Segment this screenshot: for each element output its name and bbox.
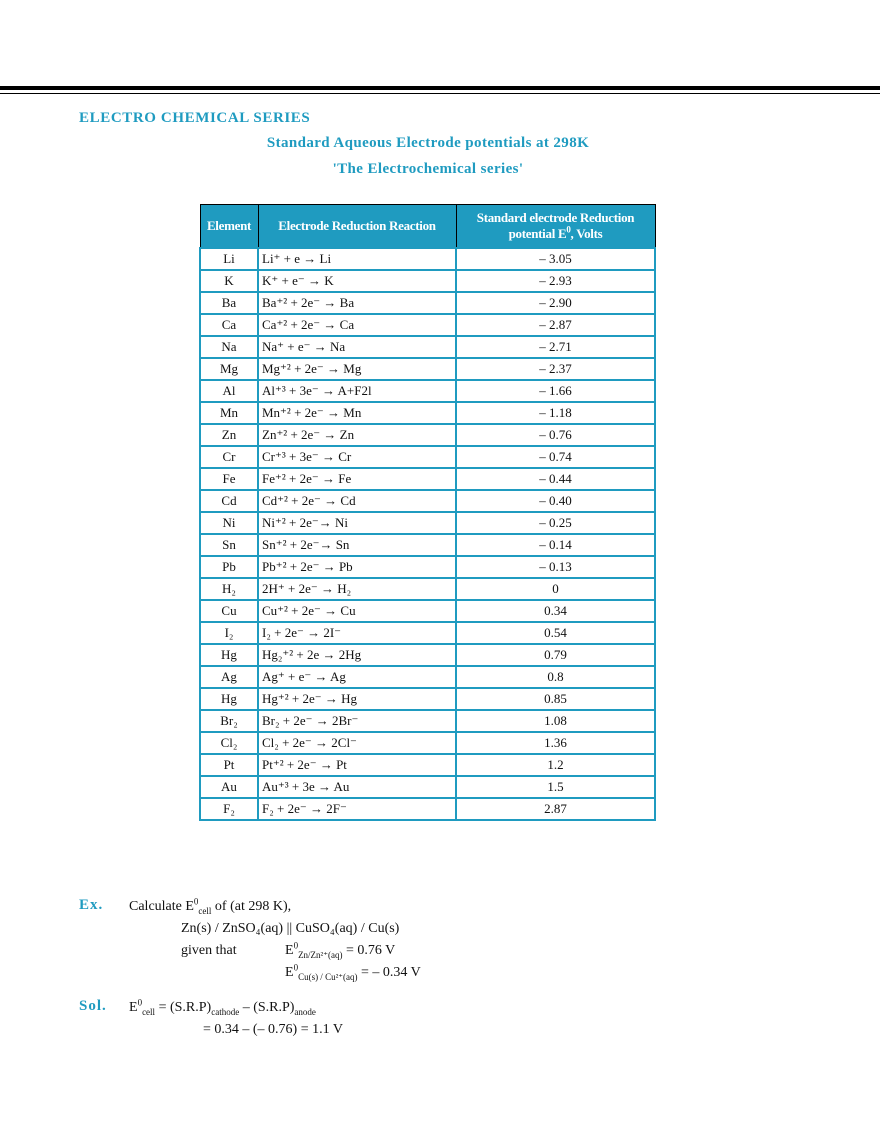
cell-element: I₂: [200, 622, 258, 644]
table-row: [200, 270, 655, 292]
cell-reaction: Cu⁺² + 2e⁻ → Cu: [258, 600, 456, 622]
header-potential-text: potential E: [508, 226, 567, 241]
cell-element: Cr: [200, 446, 258, 468]
solution-formula: [129, 997, 316, 1017]
table-row: [200, 666, 655, 688]
table-row: [200, 578, 655, 600]
cell-element: Na: [200, 336, 258, 358]
cell-reaction: Zn⁺² + 2e⁻ → Zn: [258, 424, 456, 446]
solution-label: Sol.: [79, 998, 107, 1014]
solution-anode: anode: [294, 1006, 316, 1017]
cell-potential: – 3.05: [456, 248, 655, 270]
solution-cathode: cathode: [211, 1006, 240, 1017]
cell-element: Mg: [200, 358, 258, 380]
electrochemical-series-table: [199, 204, 656, 821]
cell-potential: 0.34: [456, 600, 655, 622]
table-subtitle: Standard Aqueous Electrode potentials at 298K: [266, 135, 590, 151]
given-cu-sup: 0: [293, 962, 299, 973]
table-row: [200, 732, 655, 754]
cell-potential: – 0.13: [456, 556, 655, 578]
solution-srp2: – (S.R.P): [239, 1000, 295, 1015]
table-body: [200, 248, 655, 820]
given-cu-e: E: [285, 965, 294, 980]
cell-reaction: Na⁺ + e⁻ → Na: [258, 336, 456, 358]
table-row: [200, 468, 655, 490]
cell-potential: 1.36: [456, 732, 655, 754]
cell-potential: – 0.76: [456, 424, 655, 446]
cell-potential: 0.54: [456, 622, 655, 644]
header-potential-unit: , Volts: [570, 226, 603, 241]
cell-reaction: Cd⁺² + 2e⁻ → Cd: [258, 490, 456, 512]
header-potential-line1: Standard electrode Reduction: [476, 210, 635, 225]
cell-reaction: F₂ + 2e⁻ → 2F⁻: [258, 798, 456, 820]
given-zn: [285, 940, 396, 960]
cell-potential: 0.85: [456, 688, 655, 710]
cell-reaction: Ni⁺² + 2e⁻→ Ni: [258, 512, 456, 534]
cell-element: Ca: [200, 314, 258, 336]
table-row: [200, 292, 655, 314]
cell-potential: 0.8: [456, 666, 655, 688]
cell-potential: – 0.40: [456, 490, 655, 512]
solution-srp: = (S.R.P): [155, 1000, 212, 1015]
cell-element: Hg: [200, 688, 258, 710]
cell-potential: – 1.66: [456, 380, 655, 402]
cell-reaction: Br₂ + 2e⁻ → 2Br⁻: [258, 710, 456, 732]
top-rule-thick: [0, 86, 880, 90]
solution-sub: cell: [142, 1006, 156, 1017]
given-cu-value: = – 0.34 V: [357, 965, 421, 980]
cell-element: Fe: [200, 468, 258, 490]
cell-potential: – 2.87: [456, 314, 655, 336]
cell-element: Cd: [200, 490, 258, 512]
cell-reaction: I₂ + 2e⁻ → 2I⁻: [258, 622, 456, 644]
cell-reaction: K⁺ + e⁻ → K: [258, 270, 456, 292]
table-row: [200, 622, 655, 644]
table-row: [200, 402, 655, 424]
example-cell: Zn(s) / ZnSO₄(aq) || CuSO₄(aq) / Cu(s): [181, 921, 400, 936]
cell-reaction: Ag⁺ + e⁻ → Ag: [258, 666, 456, 688]
example-sub: cell: [198, 905, 212, 916]
cell-reaction: Ca⁺² + 2e⁻ → Ca: [258, 314, 456, 336]
header-reaction: Electrode Reduction Reaction: [258, 205, 456, 249]
cell-reaction: Cl₂ + 2e⁻ → 2Cl⁻: [258, 732, 456, 754]
cell-element: Zn: [200, 424, 258, 446]
header-potential-line2: [461, 226, 651, 242]
cell-reaction: Mn⁺² + 2e⁻ → Mn: [258, 402, 456, 424]
table-row: [200, 600, 655, 622]
header-potential-sup: 0: [566, 224, 571, 235]
table-row: [200, 798, 655, 820]
table-row: [200, 358, 655, 380]
cell-potential: – 2.71: [456, 336, 655, 358]
top-rule-thin: [0, 93, 880, 94]
cell-element: Pt: [200, 754, 258, 776]
header-potential: [456, 205, 655, 249]
cell-reaction: Au⁺³ + 3e → Au: [258, 776, 456, 798]
cell-potential: – 0.44: [456, 468, 655, 490]
cell-element: H₂: [200, 578, 258, 600]
cell-reaction: Hg⁺² + 2e⁻ → Hg: [258, 688, 456, 710]
given-label: given that: [181, 943, 237, 958]
table-row: [200, 248, 655, 270]
table-row: [200, 534, 655, 556]
cell-element: Pb: [200, 556, 258, 578]
solution-result: = 0.34 – (– 0.76) = 1.1 V: [203, 1022, 343, 1037]
cell-reaction: Fe⁺² + 2e⁻ → Fe: [258, 468, 456, 490]
cell-potential: 1.5: [456, 776, 655, 798]
table-row: [200, 776, 655, 798]
cell-potential: – 2.93: [456, 270, 655, 292]
cell-element: Li: [200, 248, 258, 270]
cell-element: Au: [200, 776, 258, 798]
cell-element: F₂: [200, 798, 258, 820]
table-header-row: [200, 205, 655, 249]
cell-element: Ni: [200, 512, 258, 534]
cell-element: K: [200, 270, 258, 292]
cell-reaction: Pt⁺² + 2e⁻ → Pt: [258, 754, 456, 776]
table-row: [200, 446, 655, 468]
cell-element: Ba: [200, 292, 258, 314]
cell-element: Ag: [200, 666, 258, 688]
table-row: [200, 556, 655, 578]
table-row: [200, 754, 655, 776]
cell-potential: 2.87: [456, 798, 655, 820]
cell-reaction: Al⁺³ + 3e⁻ → A+F2l: [258, 380, 456, 402]
cell-element: Sn: [200, 534, 258, 556]
example-label: Ex.: [79, 897, 104, 913]
cell-reaction: Pb⁺² + 2e⁻ → Pb: [258, 556, 456, 578]
cell-potential: 0: [456, 578, 655, 600]
cell-element: Br₂: [200, 710, 258, 732]
header-element: Element: [200, 205, 258, 249]
table-row: [200, 424, 655, 446]
cell-reaction: Cr⁺³ + 3e⁻ → Cr: [258, 446, 456, 468]
given-cu-sub: Cu(s) / Cu²⁺(aq): [298, 971, 358, 982]
given-zn-value: = 0.76 V: [342, 943, 396, 958]
given-cu: [285, 962, 421, 982]
table-row: [200, 644, 655, 666]
table-row: [200, 314, 655, 336]
example-text: Calculate E: [129, 899, 194, 914]
cell-element: Cu: [200, 600, 258, 622]
example-question: [129, 896, 292, 916]
cell-reaction: Li⁺ + e → Li: [258, 248, 456, 270]
example-text-post: of (at 298 K),: [211, 899, 292, 914]
cell-potential: – 0.74: [456, 446, 655, 468]
cell-potential: – 2.37: [456, 358, 655, 380]
cell-potential: – 1.18: [456, 402, 655, 424]
cell-potential: – 0.14: [456, 534, 655, 556]
given-zn-sup: 0: [293, 940, 299, 951]
cell-element: Hg: [200, 644, 258, 666]
cell-reaction: Sn⁺² + 2e⁻→ Sn: [258, 534, 456, 556]
cell-potential: 0.79: [456, 644, 655, 666]
example-sup: 0: [193, 896, 199, 907]
cell-potential: 1.08: [456, 710, 655, 732]
cell-potential: 1.2: [456, 754, 655, 776]
solution-e: E: [129, 1000, 138, 1015]
table-row: [200, 688, 655, 710]
table-row: [200, 490, 655, 512]
table-row: [200, 380, 655, 402]
cell-element: Cl₂: [200, 732, 258, 754]
cell-reaction: Mg⁺² + 2e⁻ → Mg: [258, 358, 456, 380]
cell-potential: – 0.25: [456, 512, 655, 534]
given-zn-e: E: [285, 943, 294, 958]
table-row: [200, 512, 655, 534]
cell-element: Mn: [200, 402, 258, 424]
cell-reaction: Hg₂⁺² + 2e → 2Hg: [258, 644, 456, 666]
solution-sup: 0: [137, 997, 143, 1008]
table-row: [200, 336, 655, 358]
section-title: ELECTRO CHEMICAL SERIES: [79, 110, 311, 126]
table-caption: 'The Electrochemical series': [332, 161, 524, 177]
table-row: [200, 710, 655, 732]
cell-reaction: 2H⁺ + 2e⁻ → H₂: [258, 578, 456, 600]
cell-potential: – 2.90: [456, 292, 655, 314]
cell-element: Al: [200, 380, 258, 402]
given-zn-sub: Zn/Zn²⁺(aq): [298, 949, 343, 960]
cell-reaction: Ba⁺² + 2e⁻ → Ba: [258, 292, 456, 314]
